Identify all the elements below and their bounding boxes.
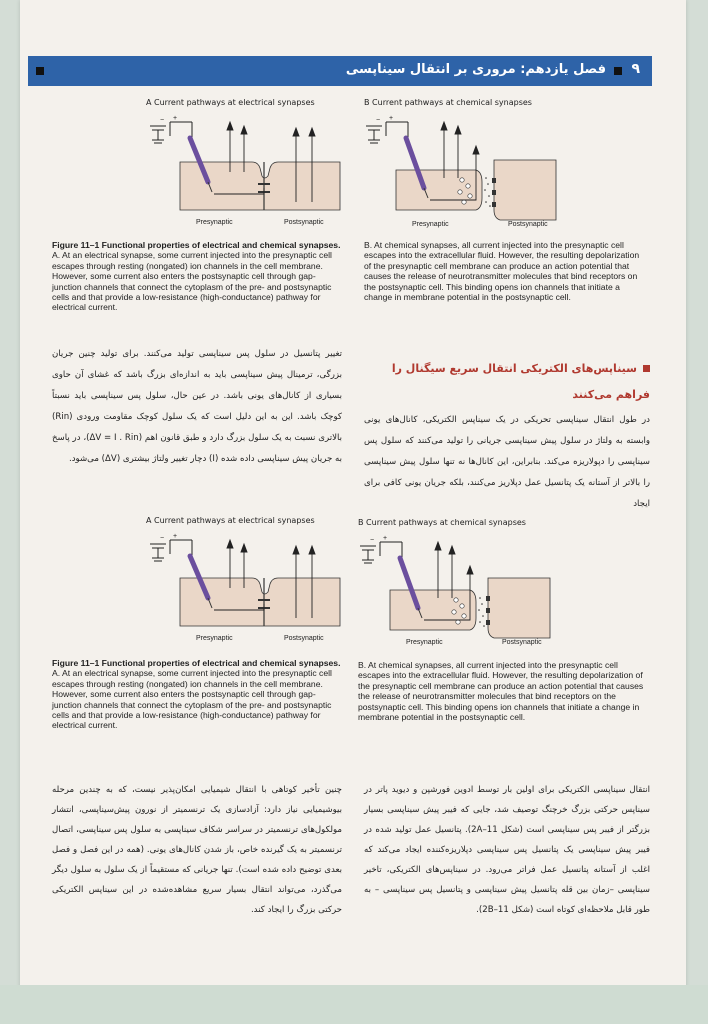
- fig1-electrical-synapse-diagram: [140, 112, 350, 232]
- fig2-caption-title: Figure 11–1 Functional properties of electrical and chemical synapses.: [52, 658, 341, 668]
- chapter-title: فصل یازدهم: مروری بر انتقال سیناپسی: [345, 62, 606, 77]
- fig1-a-post-label: Postsynaptic: [284, 219, 324, 226]
- postsynaptic-cell-2: [488, 578, 550, 638]
- battery-symbol-2b: [360, 542, 402, 563]
- fig2-b-pre-label: Presynaptic: [406, 639, 443, 646]
- header-square-icon: [614, 67, 622, 75]
- fig1-a-pre-label: Presynaptic: [196, 219, 233, 226]
- fig1-caption-a-text: A. At an electrical synapse, some current injected into the presynaptic cell escapes through resting (nongated) ion channels in the cell membrane. However, some current also enters the postsynaptic cell through gap-junction channels that connect the cytoplasm of the pre- and postsynaptic cells and that provide a low-resistance (high-conductance) pathway for electrical current.: [52, 250, 332, 313]
- fig1-b-pre-label: Presynaptic: [412, 221, 449, 228]
- page-number: ۹: [631, 61, 640, 77]
- fig2-b-post-label: Postsynaptic: [502, 639, 542, 646]
- fig1-b-post-label: Postsynaptic: [508, 221, 548, 228]
- plus-sign-b: +: [389, 115, 394, 122]
- minus-sign: −: [160, 117, 165, 124]
- receptors-2: [486, 596, 490, 625]
- fig2-a-pre-label: Presynaptic: [196, 635, 233, 642]
- section-heading-text: سیناپس‌های الکتریکی انتقال سریع سیگنال را فراهم می‌کنند: [391, 362, 650, 401]
- postsynaptic-cell: [494, 160, 556, 220]
- heading-square-icon: [643, 365, 650, 372]
- plus-sign: +: [173, 115, 178, 122]
- neurotransmitter-dots: [484, 177, 491, 207]
- fig1-panel-a-title: A Current pathways at electrical synapses: [146, 98, 315, 107]
- plus-sign-2b: +: [383, 535, 388, 542]
- battery-symbol: [150, 122, 192, 143]
- battery-symbol-b: [366, 122, 408, 143]
- fig2-electrical-synapse-diagram: [140, 530, 350, 648]
- fig2-caption-a-text: A. At an electrical synapse, some current injected into the presynaptic cell escapes through resting (nongated) ion channels in the cell membrane. However, some current also enters the postsynaptic cell through gap-junction channels that connect the cytoplasm of the pre- and postsynaptic cells and that provide a low-resistance (high-conductance) pathway for electrical current.: [52, 668, 332, 731]
- minus-sign-2b: −: [370, 537, 375, 544]
- presynaptic-terminal: [396, 170, 482, 210]
- fig2-caption-b: B. At chemical synapses, all current injected into the presynaptic cell escapes into the extracellular fluid. However, the resulting depolarization of the presynaptic cell membrane can produce an action potential that causes the release of neurotransmitter molecules that bind receptors on the postsynaptic cell. This binding opens ion channels that initiate a change in membrane potential in the postsynaptic cell.: [358, 660, 644, 723]
- left-paragraph-2: چنین تأخیر کوتاهی با انتقال شیمیایی امکان‌پذیر نیست، که به چندین مرحله بیوشیمیایی نیاز دارد: آزادسازی یک ترنسمیتر از نورون پیش‌سیناپسی، انتشار مولکول‌های ترنسمیتر در سراسر شکاف سیناپسی به سلول پس سیناپسی، اتصال ترنسمیتر به یک گیرنده خاص، باز شدن کانال‌های یونی. (همه در این فصل و فصل بعدی توضیح داده شده است). تنها جریانی که مستقیماً از یک سلول به سلول دیگر می‌گذرد، می‌تواند انتقال بسیار سریع مشاهده‌شده در این سیناپس الکتریکی حرکتی بزرگ را ایجاد کند.: [52, 785, 342, 915]
- receptors: [492, 178, 496, 207]
- fig1-caption-b: B. At chemical synapses, all current injected into the presynaptic cell escapes into the extracellular fluid. However, the resulting depolarization of the presynaptic cell membrane can produce an action potential that causes the release of neurotransmitter molecules that bind receptors on the postsynaptic cell. This binding opens ion channels that initiate a change in membrane potential in the postsynaptic cell.: [364, 240, 640, 303]
- left-paragraph-1: تغییر پتانسیل در سلول پس سیناپسی تولید می‌کنند. برای تولید چنین جریان بزرگی، ترمینال پیش سیناپسی باید به اندازه‌ای بزرگ باشد که غشای آن حاوی بسیاری از کانال‌های یونی باشد. در عین حال، سلول پس سیناپسی باید نسبتاً کوچک باشد. این به این دلیل است که یک سلول کوچک مقاومت ورودی (Rin) بالاتری نسبت به یک سلول بزرگ دارد و طبق قانون اهم (ΔV = I . Rin)، در پاسخ به جریان پیش سیناپسی داده شده (I) دچار تغییر ولتاژ بیشتری (ΔV) می‌شود.: [52, 349, 342, 464]
- minus-sign-2: −: [160, 535, 165, 542]
- background-strip: [0, 985, 708, 1024]
- fig2-caption-a: [52, 658, 342, 731]
- header-square-icon-left: [36, 67, 44, 75]
- battery-symbol-2: [150, 540, 192, 561]
- section-heading: [364, 356, 650, 408]
- fig2-a-post-label: Postsynaptic: [284, 635, 324, 642]
- fig1-caption-title: Figure 11–1 Functional properties of electrical and chemical synapses.: [52, 240, 341, 250]
- fig2-chemical-synapse-diagram: [350, 532, 560, 650]
- plus-sign-2: +: [173, 533, 178, 540]
- right-paragraph-1: در طول انتقال سیناپسی تحریکی در یک سیناپس الکتریکی، کانال‌های یونی وابسته به ولتاژ در سلول پیش سیناپسی جریانی را تولید می‌کنند که سلول پس سیناپسی را دپولاریزه می‌کند. بنابراین، این کانال‌ها نه تنها سلول پیش سیناپسی را بالاتر از آستانه یک پتانسیل عمل دپلاریز می‌کنند، بلکه جریان یونی کافی برای ایجاد: [364, 415, 650, 509]
- fig1-panel-b-title: B Current pathways at chemical synapses: [364, 98, 532, 107]
- fig2-panel-a-title: A Current pathways at electrical synapses: [146, 516, 315, 525]
- fig1-caption-a: [52, 240, 342, 313]
- fig2-panel-b-title: B Current pathways at chemical synapses: [358, 518, 526, 527]
- right-paragraph-2: انتقال سیناپسی الکتریکی برای اولین بار توسط ادوین فورشپن و دیوید پاتر در سیناپس حرکتی بزرگ خرچنگ توصیف شد، جایی که فیبر پیش سیناپسی بسیار بزرگتر از فیبر پس سیناپسی است (شکل 11–2A). پتانسیل عمل تولید شده در فیبر پیش سیناپسی یک پتانسیل پس سیناپسی دپلاریزه‌کننده ایجاد می‌کند که اغلب از آستانه پتانسیل عمل فراتر می‌رود. در سیناپس‌های الکتریکی، تاخیر سیناپسی –زمان بین قله پتانسیل پیش سیناپسی و پتانسیل پس سیناپسی – به طور قابل ملاحظه‌ای کوتاه است (شکل 11–2B).: [364, 785, 650, 915]
- presynaptic-terminal-2: [390, 590, 476, 630]
- minus-sign-b: −: [376, 117, 381, 124]
- neurotransmitter-dots-2: [478, 597, 485, 627]
- fig1-chemical-synapse-diagram: [356, 112, 566, 232]
- chapter-header: [28, 56, 652, 86]
